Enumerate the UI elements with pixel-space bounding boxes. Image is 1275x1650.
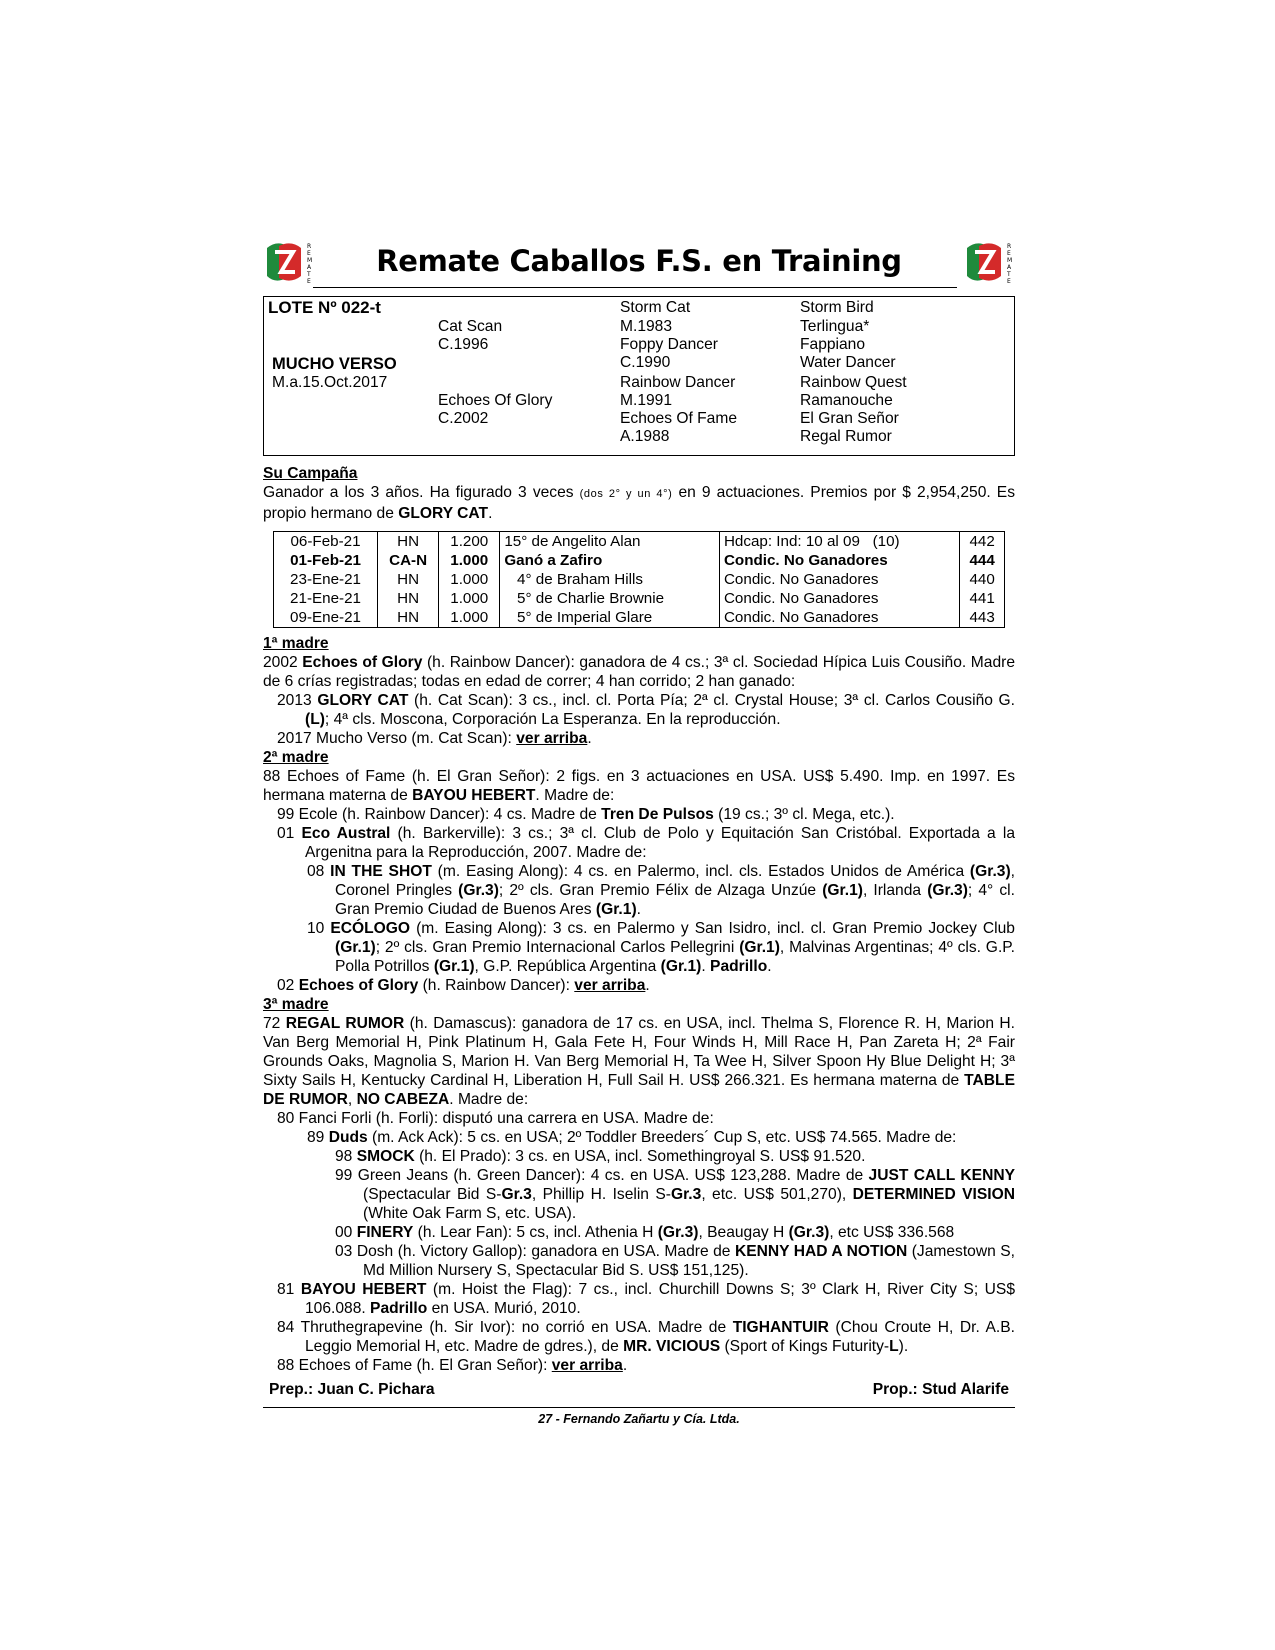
pedigree-gen3: Storm Bird [800, 299, 874, 316]
madre3-offspring [263, 1128, 1015, 1147]
sire-name: Cat Scan [438, 318, 503, 335]
text-segment: 00 [335, 1224, 357, 1241]
svg-text:T: T [1007, 271, 1011, 278]
text-segment: SMOCK [356, 1148, 415, 1165]
text-segment: (m. Easing Along): 3 cs. en Palermo y San Isidro, incl. cl. Gran Premio Jockey Club [410, 920, 1015, 937]
text-segment: Duds [328, 1129, 368, 1146]
madre3-offspring [263, 1147, 1015, 1166]
text-segment: (Chou Croute H, Dr. A.B. Leggio Memorial H, etc. Madre de gdres.), de [305, 1319, 1015, 1355]
svg-text:E: E [307, 278, 311, 285]
race-result: 4° de Braham Hills [500, 570, 720, 589]
owner: Prop.: Stud Alarife [872, 1381, 1009, 1398]
pedigree-gen3: Rainbow Quest [800, 374, 907, 391]
page-header [263, 238, 1015, 296]
pedigree-gen2: A.1988 [620, 428, 670, 445]
svg-text:E: E [307, 250, 311, 257]
text-segment: (Sport of Kings Futurity- [720, 1338, 890, 1355]
race-result: 5° de Charlie Brownie [500, 589, 720, 608]
text-segment: Echoes of Glory [298, 977, 419, 994]
text-segment: 02 [277, 977, 299, 994]
race-num: 440 [960, 570, 1005, 589]
footer-rule [263, 1407, 1015, 1408]
pedigree-gen3: Regal Rumor [800, 428, 892, 445]
svg-text:M: M [1007, 257, 1013, 264]
race-track: HN [378, 532, 439, 552]
madre3-heading: 3ª madre [263, 996, 329, 1013]
text-segment: . Madre de: [535, 787, 615, 804]
race-dist: 1.000 [439, 608, 500, 628]
madre1-offspring [263, 691, 1015, 729]
text-segment: , Coronel Pringles [335, 863, 1015, 899]
text-segment: (Gr.1) [739, 939, 780, 956]
race-row [274, 589, 1005, 608]
race-cond: Condic. No Ganadores [719, 608, 959, 628]
dam-name: Echoes Of Glory [438, 392, 553, 409]
text-segment: . [645, 977, 650, 994]
pedigree-gen2: C.1990 [620, 354, 671, 371]
text-segment: REGAL RUMOR [285, 1015, 405, 1032]
text-segment: , Beaugay H [698, 1224, 789, 1241]
race-num: 441 [960, 589, 1005, 608]
text-segment: 99 Green Jeans (h. Green Dancer): 4 cs. en USA. US$ 123,288. Madre de [335, 1167, 869, 1184]
horse-birth: M.a.15.Oct.2017 [272, 374, 388, 391]
race-dist: 1.000 [439, 570, 500, 589]
text-segment: (Jamestown S, Md Million Nursery S, Spectacular Bid S. US$ 151,125). [363, 1243, 1015, 1279]
text-segment: ECÓLOGO [330, 920, 411, 937]
text-segment: (Spectacular Bid S- [363, 1186, 502, 1203]
text-segment: Gr.3 [501, 1186, 532, 1203]
text-segment: 84 Thruthegrapevine (h. Sir Ivor): no corrió en USA. Madre de [277, 1319, 733, 1336]
text-segment: (Gr.3) [969, 863, 1011, 880]
title-rule [313, 287, 957, 288]
pedigree-gen2: Echoes Of Fame [620, 410, 737, 427]
race-date: 09-Ene-21 [274, 608, 378, 628]
race-row [274, 532, 1005, 552]
text-segment: (h. Damascus): ganadora de 17 cs. en USA, incl. Thelma S, Florence R. H, Marion H. Van Berg Memorial H, Pink Platinum H, Gala Fete H, Four Winds H, Mill Race H, Pan Zareta H; 2ª Fair Grounds Oaks, Magnolia S, Marion H. Van Berg Memorial H, Ta Wee H, Silver Spoon Hy Blue Delight H; 3ª Sixty Sails H, Kentucky Cardinal H, Liberation H, Full Sail H. US$ 266.321. Es hermana materna de [263, 1015, 1015, 1089]
text-segment: , Malvinas Argentinas; 4º cls. G.P. Polla Potrillos [335, 939, 1015, 975]
madre2-paragraph [263, 767, 1015, 805]
remates-logo [263, 238, 315, 286]
madre3-offspring [263, 1242, 1015, 1280]
text-segment: , Phillip H. Iselin S- [531, 1186, 671, 1203]
text-segment: . [701, 958, 711, 975]
text-segment: 89 [307, 1129, 329, 1146]
horse-name: MUCHO VERSO [272, 355, 397, 373]
text-segment: ver arriba [516, 730, 588, 747]
pedigree-box [263, 296, 1015, 456]
madre3-offspring [263, 1166, 1015, 1223]
text-segment: (Gr.3) [657, 1224, 699, 1241]
madre2-heading: 2ª madre [263, 749, 329, 766]
madre3-offspring [263, 1223, 1015, 1242]
text-segment: ). [898, 1338, 909, 1355]
text-segment: ; 2º cls. Gran Premio Félix de Alzaga Unzúe [498, 882, 823, 899]
svg-text:R: R [1007, 243, 1012, 250]
race-track: CA-N [378, 551, 439, 570]
text-segment: 88 Echoes of Fame (h. El Gran Señor): [277, 1357, 552, 1374]
text-segment: (h. Rainbow Dancer): [418, 977, 575, 994]
text-segment: (Gr.1) [660, 958, 702, 975]
svg-text:A: A [307, 264, 312, 271]
text-segment: 03 Dosh (h. Victory Gallop): ganadora en USA. Madre de [335, 1243, 735, 1260]
madre3-offspring [263, 1318, 1015, 1356]
text-segment: ; 4ª cls. Moscona, Corporación La Esperanza. En la reproducción. [324, 711, 781, 728]
text-segment: Padrillo [370, 1300, 428, 1317]
campaign-heading: Su Campaña [263, 465, 358, 482]
text-segment: GLORY CAT [317, 692, 409, 709]
madre1-offspring [263, 729, 1015, 748]
race-track: HN [378, 589, 439, 608]
race-dist: 1.000 [439, 589, 500, 608]
text-segment: , etc US$ 336.568 [829, 1224, 955, 1241]
race-track: HN [378, 570, 439, 589]
campaign-text: Ganador a los 3 años. Ha figurado 3 veces (dos 2° y un 4°) en 9 actuaciones. Premios por $ 2,954,250. Es propio hermano de GLORY CAT. [263, 484, 1015, 522]
pedigree-gen3: Terlingua* [800, 318, 870, 335]
text-segment: BAYOU HEBERT [412, 787, 536, 804]
text-segment: BAYOU HEBERT [300, 1281, 427, 1298]
text-segment: 80 Fanci Forli (h. Forli): disputó una carrera en USA. Madre de: [277, 1110, 714, 1127]
text-segment: . Madre de: [449, 1091, 529, 1108]
pedigree-gen3: Fappiano [800, 336, 866, 353]
pedigree-gen2: Foppy Dancer [620, 336, 718, 353]
text-segment: (h. Barkerville): 3 cs.; 3ª cl. Club de Polo y Equitación San Cristóbal. Exportada a la Argenitna para la Reproducción, 2007. Madre de: [305, 825, 1015, 861]
race-row [274, 608, 1005, 628]
text-segment: ver arriba [574, 977, 646, 994]
text-segment: TABLE DE RUMOR [263, 1072, 1015, 1108]
madre2-offspring [263, 824, 1015, 862]
race-cond: Hdcap: Ind: 10 al 09 (10) [719, 532, 959, 552]
text-segment: Gr.3 [670, 1186, 702, 1203]
race-result: 5° de Imperial Glare [500, 608, 720, 628]
race-cond: Condic. No Ganadores [719, 570, 959, 589]
text-segment: Eco Austral [301, 825, 391, 842]
pedigree-gen3: Water Dancer [800, 354, 896, 371]
text-segment: . [622, 1357, 628, 1374]
text-segment: (Gr.1) [595, 901, 637, 918]
race-track: HN [378, 608, 439, 628]
text-segment: (m. Hoist the Flag): 7 cs., incl. Churchill Downs S; 3º Clark H, River City S; US$ 106.088. [305, 1281, 1015, 1317]
text-segment: , G.P. República Argentina [474, 958, 661, 975]
pedigree-gen3: El Gran Señor [800, 410, 899, 427]
text-segment: (h. El Prado): 3 cs. en USA, incl. Somethingroyal S. US$ 91.520. [414, 1148, 866, 1165]
madre3-paragraph [263, 1014, 1015, 1109]
svg-text:T: T [307, 271, 311, 278]
text-segment: (Gr.3) [927, 882, 968, 899]
text-segment: 72 [263, 1015, 286, 1032]
svg-text:A: A [1007, 264, 1012, 271]
madre2-offspring [263, 976, 1015, 995]
text-segment: (m. Easing Along): 4 cs. en Palermo, incl. cls. Estados Unidos de América [431, 863, 970, 880]
race-cond: Condic. No Ganadores [719, 551, 959, 570]
race-date: 23-Ene-21 [274, 570, 378, 589]
text-segment: 2002 [263, 654, 303, 671]
madre2-offspring [263, 805, 1015, 824]
race-table [273, 531, 1005, 628]
text-segment: JUST CALL KENNY [868, 1167, 1015, 1184]
svg-text:E: E [1007, 250, 1011, 257]
lot-number: LOTE Nº 022-t [268, 298, 381, 317]
text-segment: Padrillo [710, 958, 768, 975]
race-dist: 1.200 [439, 532, 500, 552]
text-segment: 2017 Mucho Verso (m. Cat Scan): [277, 730, 517, 747]
text-segment: 81 [277, 1281, 301, 1298]
race-cond: Condic. No Ganadores [719, 589, 959, 608]
text-segment: 2013 [277, 692, 318, 709]
text-segment: 08 [307, 863, 331, 880]
madre1-paragraph [263, 653, 1015, 691]
text-segment: (White Oak Farm S, etc. USA). [363, 1205, 577, 1222]
race-row [274, 551, 1005, 570]
madre3-offspring [263, 1280, 1015, 1318]
madre3-offspring [263, 1109, 1015, 1128]
remates-logo [963, 238, 1015, 286]
dam-year: C.2002 [438, 410, 489, 427]
text-segment: Tren De Pulsos [601, 806, 714, 823]
text-segment: NO CABEZA [356, 1091, 450, 1108]
text-segment: TIGHANTUIR [732, 1319, 829, 1336]
text-segment: 88 Echoes of Fame (h. El Gran Señor): 2 figs. en 3 actuaciones en USA. US$ 5.490. Imp. en 1997. Es hermana materna de [263, 768, 1015, 804]
race-num: 443 [960, 608, 1005, 628]
catalog-page [263, 238, 1015, 1426]
race-result: Ganó a Zafiro [500, 551, 720, 570]
text-segment: KENNY HAD A NOTION [734, 1243, 908, 1260]
page-footer: 27 - Fernando Zañartu y Cía. Ltda. [538, 1412, 740, 1426]
pedigree-gen2: M.1983 [620, 318, 673, 335]
text-segment: (Gr.3) [458, 882, 499, 899]
pedigree-gen2: Rainbow Dancer [620, 374, 736, 391]
race-result: 15° de Angelito Alan [500, 532, 720, 552]
text-segment: (h. Cat Scan): 3 cs., incl. cl. Porta Pía; 2ª cl. Crystal House; 3ª cl. Carlos Cousiño G. [408, 692, 1015, 709]
text-segment: (Gr.3) [788, 1224, 830, 1241]
svg-text:E: E [1007, 278, 1011, 285]
text-segment: (Gr.1) [822, 882, 863, 899]
text-segment: (19 cs.; 3º cl. Mega, etc.). [713, 806, 895, 823]
race-num: 444 [960, 551, 1005, 570]
text-segment: IN THE SHOT [330, 863, 432, 880]
text-segment: 10 [307, 920, 331, 937]
svg-text:M: M [307, 257, 313, 264]
text-segment: . [587, 730, 592, 747]
text-segment: , Irlanda [862, 882, 928, 899]
text-segment: 98 [335, 1148, 357, 1165]
text-segment: (m. Ack Ack): 5 cs. en USA; 2º Toddler Breeders´ Cup S, etc. US$ 74.565. Madre de: [367, 1129, 957, 1146]
text-segment: (Gr.1) [433, 958, 475, 975]
pedigree-gen3: Ramanouche [800, 392, 893, 409]
text-segment: FINERY [356, 1224, 414, 1241]
race-num: 442 [960, 532, 1005, 552]
text-segment: (Gr.1) [335, 939, 376, 956]
madre3-offspring [263, 1356, 1015, 1375]
madre2-offspring [263, 862, 1015, 919]
madre1-heading: 1ª madre [263, 635, 329, 652]
text-segment: , etc. US$ 501,270), [701, 1186, 853, 1203]
race-dist: 1.000 [439, 551, 500, 570]
text-segment: 01 [277, 825, 302, 842]
text-segment: . [636, 901, 641, 918]
race-date: 06-Feb-21 [274, 532, 378, 552]
race-date: 01-Feb-21 [274, 551, 378, 570]
svg-text:R: R [307, 243, 312, 250]
page-title: Remate Caballos F.S. en Training [376, 244, 902, 278]
text-segment: ; 2º cls. Gran Premio Internacional Carlos Pellegrini [375, 939, 740, 956]
text-segment: ; 4° cl. Gran Premio Ciudad de Buenos Ares [335, 882, 1015, 918]
text-segment: en USA. Murió, 2010. [427, 1300, 581, 1317]
text-segment: (h. Rainbow Dancer): ganadora de 4 cs.; 3ª cl. Sociedad Hípica Luis Cousiño. Madre de 6 crías registradas; todas en edad de correr; 4 han corrido; 2 han ganado: [263, 654, 1015, 690]
text-segment: DETERMINED VISION [852, 1186, 1015, 1203]
race-date: 21-Ene-21 [274, 589, 378, 608]
sire-year: C.1996 [438, 336, 489, 353]
text-segment: MR. VICIOUS [623, 1338, 721, 1355]
text-segment: 99 Ecole (h. Rainbow Dancer): 4 cs. Madre de [277, 806, 602, 823]
text-segment: , [347, 1091, 357, 1108]
text-segment: Echoes of Glory [302, 654, 423, 671]
pedigree-gen2: Storm Cat [620, 299, 691, 316]
trainer: Prep.: Juan C. Pichara [269, 1381, 435, 1398]
pedigree-gen2: M.1991 [620, 392, 673, 409]
text-segment: L [889, 1338, 899, 1355]
prep-line [263, 1381, 1015, 1399]
text-segment: (L) [305, 711, 325, 728]
race-row [274, 570, 1005, 589]
text-segment: ver arriba [551, 1357, 623, 1374]
madre2-offspring [263, 919, 1015, 976]
text-segment: . [767, 958, 772, 975]
text-segment: (h. Lear Fan): 5 cs, incl. Athenia H [413, 1224, 658, 1241]
